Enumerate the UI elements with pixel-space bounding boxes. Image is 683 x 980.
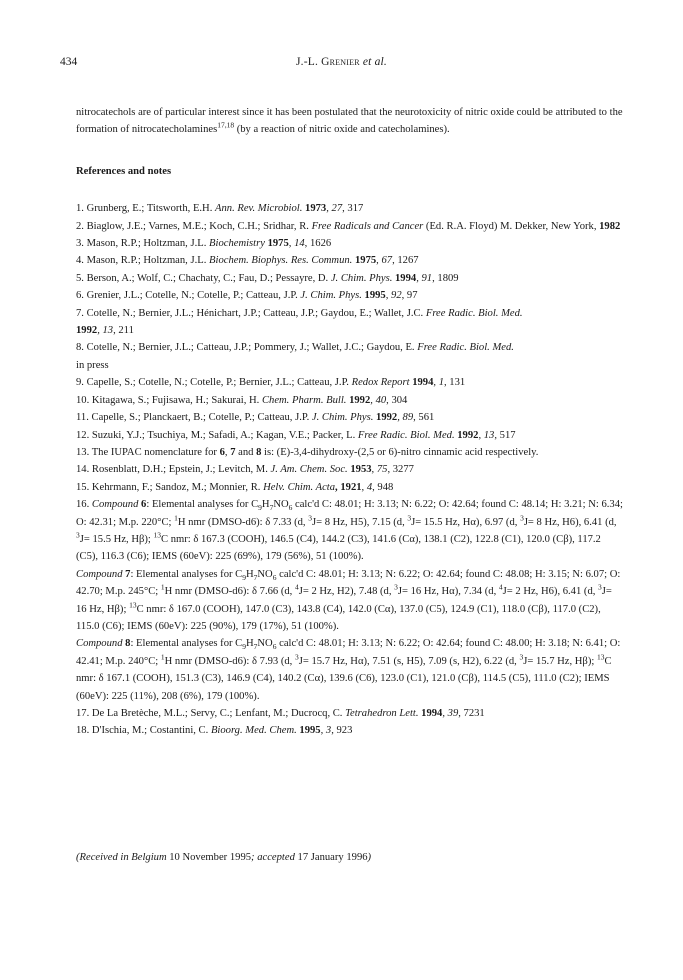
intro-text: nitrocatechols are of particular interest since it has been postulated that the neurotoxicity of nitric oxide could be attributed to the formation of nitrocatecholamines (76, 107, 623, 136)
author-suffix: et al. (362, 56, 388, 68)
reference-item: 10. Kitagawa, S.; Fujisawa, H.; Sakurai, H. Chem. Pharm. Bull. 1992, 40, 304 (76, 394, 408, 406)
reference-item: 1. Grunberg, E.; Titsworth, E.H. Ann. Rev. Microbiol. 1973, 27, 317 (76, 203, 364, 215)
reference-item: 7. Cotelle, N.; Bernier, J.L.; Hénichart, J.P.; Catteau, J.P.; Gaydou, E.; Wallet, J.C. Free Radic. Biol. Med. 1992, 13, 211 (76, 307, 523, 337)
author-name: Grenier (321, 56, 360, 68)
reference-item: 12. Suzuki, Y.J.; Tsuchiya, M.; Safadi, A.; Kagan, V.E.; Packer, L. Free Radic. Biol. Med. 1992, 13, 517 (76, 429, 516, 441)
reference-item: 9. Capelle, S.; Cotelle, N.; Cotelle, P.; Bernier, J.L.; Catteau, J.P. Redox Report 1994, 1, 131 (76, 377, 466, 389)
compound-data-8: Compound 8: Elemental analyses for $C_9H_7NO_6$ calc'd C: 48.01; H: 3.13; N: 6.22; O: 42.64; found C: 48.00; H: 3.18; N: 6.41; O: 42.41; M.p. 240°C; $^1$H nmr (DMSO-d6): δ 7.93 (d, $^3$J= 15.7 Hz, Hα), 7.51 (s, H5), 7.09 (s, H2), 6.22 (d, $^3$J= 15.7 Hz, Hβ); $^{13}$C nmr: δ 167.1 (COOH), 151.3 (C3), 146.9 (C4), 140.2 (Cα), 139.6 (C6), 123.0 (C1), 121.0 (Cβ), 114.5 (C5), 111.0 (C2); IEMS (60eV): 225 (11%), 208 (6%), 179 (100%). (76, 638, 621, 702)
reference-item: 17. De La Bretèche, M.L.; Servy, C.; Lenfant, M.; Ducrocq, C. Tetrahedron Lett. 1994, 39, 7231 (76, 708, 485, 719)
reference-item: 6. Grenier, J.L.; Cotelle, N.; Cotelle, P.; Catteau, J.P. J. Chim. Phys. 1995, 92, 97 (76, 290, 418, 302)
reference-item: 13. The IUPAC nomenclature for 6, 7 and 8 is: (E)-3,4-dihydroxy-(2,5 or 6)-nitro cinnamic acid respectively. (76, 446, 539, 458)
reference-item: 11. Capelle, S.; Planckaert, B.; Cotelle, P.; Catteau, J.P. J. Chim. Phys. 1992, 89, 561 (76, 412, 435, 424)
reference-list (76, 200, 624, 740)
reference-item: 4. Mason, R.P.; Holtzman, J.L. Biochem. Biophys. Res. Commun. 1975, 67, 1267 (76, 255, 419, 267)
reference-item: 8. Cotelle, N.; Bernier, J.L.; Catteau, J.P.; Pommery, J.; Wallet, J.C.; Gaydou, E. Free Radic. Biol. Med. in press (76, 342, 514, 371)
intro-citation: 17,18 (217, 120, 235, 130)
compound-data-6: 16. Compound 6: Elemental analyses for $C_9H_7NO_6$ calc'd C: 48.01; H: 3.13; N: 6.22; O: 42.64; found C: 48.14; H: 3.21; N: 6.34; O: 42.31; M.p. 220°C; $^1$H nmr (DMSO-d6): δ 7.33 (d, $^3$J= 8 Hz, H5), 7.15 (d, $^3$J= 15.5 Hz, Hα), 6.97 (d, $^3$J= 8 Hz, H6), 6.41 (d, $^3$J= 15.5 Hz, Hβ); $^{13}$C nmr: δ 167.3 (COOH), 146.5 (C4), 144.2 (C3), 141.6 (Cα), 138.1 (C2), 122.8 (C1), 120.0 (Cβ), 117.2 (C5), 116.3 (C6); IEMS (60eV): 225 (69%), 179 (56%), 51 (100%). (76, 499, 623, 563)
received-note: (Received in Belgium 10 November 1995; accepted 17 January 1996) (76, 852, 372, 863)
intro-paragraph (76, 104, 624, 139)
reference-item: 2. Biaglow, J.E.; Varnes, M.E.; Koch, C.H.; Sridhar, R. Free Radicals and Cancer (Ed. R.A. Floyd) M. Dekker, New York, 1982 (76, 220, 621, 232)
page-number: 434 (60, 56, 78, 68)
reference-item: 15. Kehrmann, F.; Sandoz, M.; Monnier, R. Helv. Chim. Acta, 1921, 4, 948 (76, 481, 394, 493)
reference-item: 14. Rosenblatt, D.H.; Epstein, J.; Levitch, M. J. Am. Chem. Soc. 1953, 75, 3277 (76, 464, 414, 476)
section-title: References and notes (76, 165, 172, 177)
compound-data-7: Compound 7: Elemental analyses for $C_9H_7NO_6$ calc'd C: 48.01; H: 3.13; N: 6.22; O: 42.64; found C: 48.08; H: 3.15; N: 6.07; O: 42.70; M.p. 245°C; $^1$H nmr (DMSO-d6): δ 7.66 (d, $^4$J= 2 Hz, H2), 7.48 (d, $^3$J= 16 Hz, Hα), 7.34 (d, $^4$J= 2 Hz, H6), 6.41 (d, $^3$J= 16 Hz, Hβ); $^{13}$C nmr: δ 167.0 (COOH), 147.0 (C3), 143.8 (C4), 142.0 (Cα), 137.0 (C5), 124.9 (C1), 118.0 (Cβ), 117.0 (C2), 115.0 (C6); IEMS (60eV): 225 (90%), 179 (17%), 51 (100%). (76, 568, 621, 632)
intro-text-end: (by a reaction of nitric oxide and catecholamines). (234, 124, 450, 136)
running-head (60, 56, 623, 68)
body-content (76, 104, 624, 740)
page-header (60, 56, 623, 76)
author-prefix: J.-L. (295, 56, 319, 68)
reference-item: 5. Berson, A.; Wolf, C.; Chachaty, C.; Fau, D.; Pessayre, D. J. Chim. Phys. 1994, 91, 1809 (76, 272, 459, 284)
reference-item: 18. D'Ischia, M.; Costantini, C. Bioorg. Med. Chem. 1995, 3, 923 (76, 725, 353, 737)
reference-item: 3. Mason, R.P.; Holtzman, J.L. Biochemistry 1975, 14, 1626 (76, 238, 332, 250)
